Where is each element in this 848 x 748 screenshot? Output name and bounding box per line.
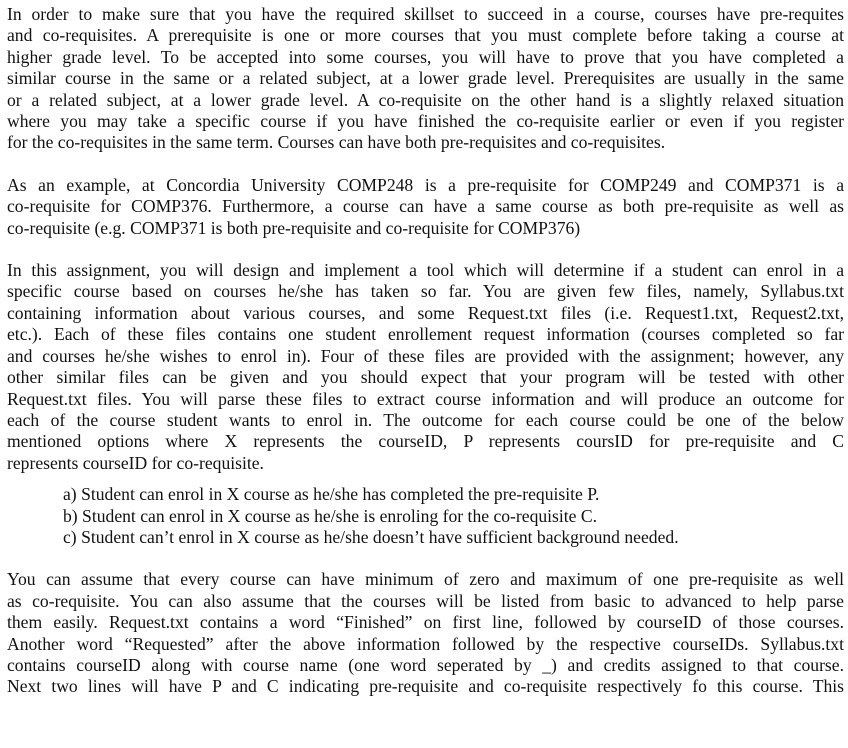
- text-line: and courses he/she wishes to enrol in). Four of these files are provided with the assignment; however, any: [7, 345, 844, 366]
- text-line: specific course based on courses he/she has taken so far. You are given few files, namely, Syllabus.txt: [7, 281, 844, 302]
- text-line: as co-requisite. You can also assume that the courses will be listed from basic to advanced to help parse: [7, 590, 844, 611]
- outcome-option-c: c) Student can’t enrol in X course as he/she doesn’t have sufficient background needed.: [63, 526, 679, 547]
- text-line: mentioned options where X represents the courseID, P represents coursID for pre-requisite and C: [7, 431, 844, 452]
- text-line: each of the course student wants to enrol in. The outcome for each course could be one of the below: [7, 409, 844, 430]
- text-line: or a related subject, at a lower grade level. A co-requisite on the other hand is a slightly relaxed situation: [7, 89, 844, 110]
- text-line: As an example, at Concordia University COMP248 is a pre-requisite for COMP249 and COMP371 is a: [7, 174, 844, 195]
- text-line: them easily. Request.txt contains a word “Finished” on first line, followed by courseID of those courses.: [7, 612, 844, 633]
- text-line: contains courseID along with course name (one word seperated by _) and credits assigned to that course.: [7, 654, 844, 675]
- text-line: Another word “Requested” after the above information followed by the respective courseIDs. Syllabus.txt: [7, 633, 844, 654]
- text-line: where you may take a specific course if you have finished the co-requisite earlier or even if you register: [7, 111, 844, 132]
- paragraph-spacer: [7, 239, 844, 260]
- text-line: higher grade level. To be accepted into some courses, you will have to prove that you have completed a: [7, 46, 844, 67]
- text-line: Request.txt files. You will parse these files to extract course information and will produce an outcome for: [7, 388, 844, 409]
- paragraph-spacer: [7, 548, 844, 569]
- paragraph-file-format: [7, 569, 844, 697]
- text-line: and co-requisites. A prerequisite is one or more courses that you must complete before taking a course at: [7, 25, 844, 46]
- text-line: You can assume that every course can have minimum of zero and maximum of one pre-requisite as well: [7, 569, 844, 590]
- text-line: for the co-requisites in the same term. Courses can have both pre-requisites and co-requisites.: [7, 132, 666, 153]
- text-line: co-requisite (e.g. COMP371 is both pre-requisite and co-requisite for COMP376): [7, 217, 581, 238]
- paragraph-spacer: [7, 154, 844, 175]
- text-line: represents courseID for co-requisite.: [7, 452, 264, 473]
- text-line: etc.). Each of these files contains one student enrollement request information (courses completed so far: [7, 324, 844, 345]
- outcome-options-list: [7, 484, 844, 548]
- text-line: similar course in the same or a related subject, at a lower grade level. Prerequisites are usually in the same: [7, 68, 844, 89]
- paragraph-prerequisites-intro: [7, 4, 844, 154]
- text-line: other similar files can be given and you should expect that your program will be tested with other: [7, 367, 844, 388]
- text-line: In order to make sure that you have the required skillset to succeed in a course, courses have pre-requites: [7, 4, 844, 24]
- text-line: containing information about various courses, and some Request.txt files (i.e. Request1.txt, Request2.txt,: [7, 302, 844, 323]
- list-spacer: [7, 474, 844, 484]
- paragraph-concordia-example: [7, 175, 844, 239]
- text-line: In this assignment, you will design and implement a tool which will determine if a student can enrol in a: [7, 260, 844, 281]
- outcome-option-b: b) Student can enrol in X course as he/she is enroling for the co-requisite C.: [63, 505, 598, 526]
- text-line: Next two lines will have P and C indicating pre-requisite and co-requisite respectively fo this course. This: [7, 676, 844, 697]
- outcome-option-a: a) Student can enrol in X course as he/she has completed the pre-requisite P.: [63, 484, 600, 505]
- text-line: co-requisite for COMP376. Furthermore, a course can have a same course as both pre-requisite as well as: [7, 196, 844, 217]
- paragraph-assignment-description: [7, 260, 844, 474]
